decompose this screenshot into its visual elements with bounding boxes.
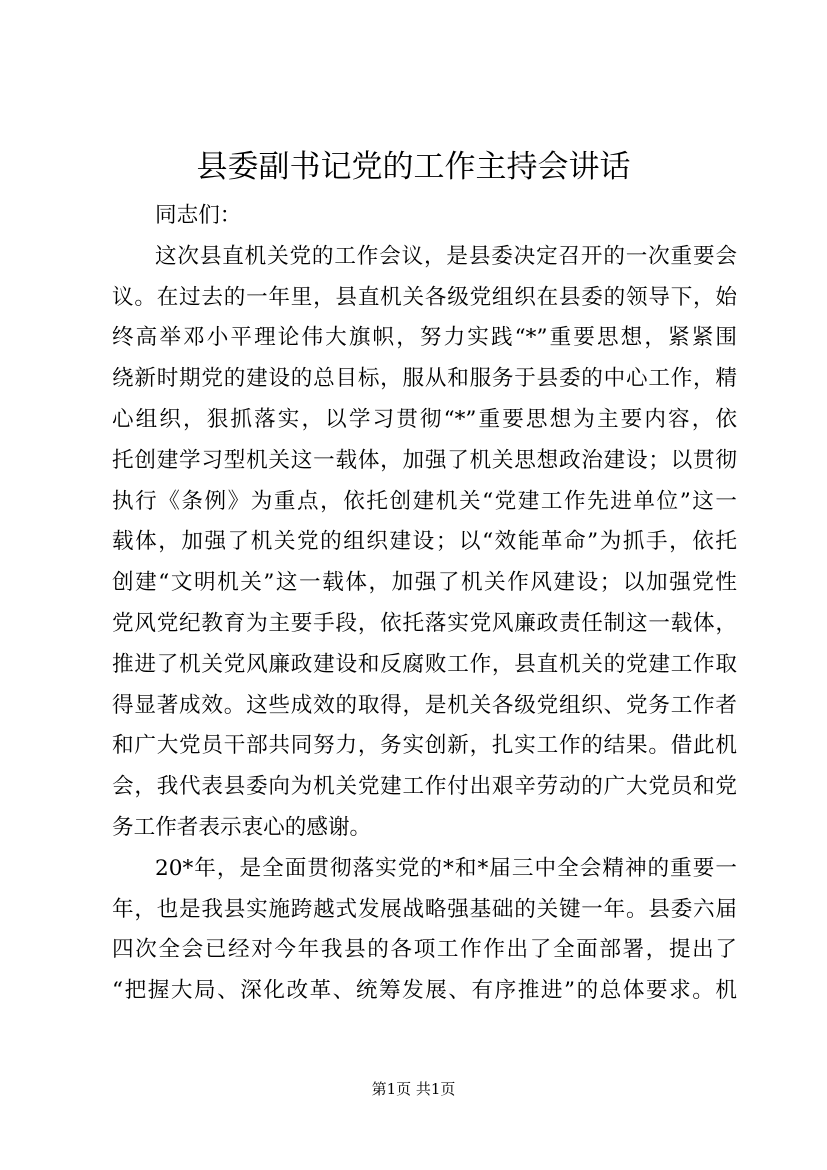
paragraph-line: 执行《条例》为重点，依托创建机关“党建工作先进单位”这一 <box>112 488 737 514</box>
paragraph-line: 得显著成效。这些成效的取得，是机关各级党组织、党务工作者 <box>112 692 737 718</box>
paragraph-line: 党风党纪教育为主要手段，依托落实党风廉政责任制这一载体， <box>112 610 737 636</box>
paragraph-line: 20*年，是全面贯彻落实党的*和*届三中全会精神的重要一 <box>155 855 737 881</box>
paragraph-line: “把握大局、深化改革、统筹发展、有序推进”的总体要求。机 <box>112 978 737 1004</box>
paragraph-line: 议。在过去的一年里，县直机关各级党组织在县委的领导下，始 <box>112 284 737 310</box>
page-footer: 第1页 共1页 <box>371 1080 456 1098</box>
paragraph-line: 绕新时期党的建设的总目标，服从和服务于县委的中心工作，精 <box>112 366 737 392</box>
paragraph-line: 托创建学习型机关这一载体，加强了机关思想政治建设；以贯彻 <box>112 447 737 473</box>
paragraph-line: 载体，加强了机关党的组织建设；以“效能革命”为抓手，依托 <box>112 529 737 555</box>
paragraph-line: 会，我代表县委向为机关党建工作付出艰辛劳动的广大党员和党 <box>112 774 737 800</box>
paragraph-line: 心组织，狠抓落实，以学习贯彻“*”重要思想为主要内容，依 <box>112 406 737 432</box>
paragraph-line: 务工作者表示衷心的感谢。 <box>112 814 372 840</box>
paragraph-line: 推进了机关党风廉政建设和反腐败工作，县直机关的党建工作取 <box>112 651 737 677</box>
paragraph-line: 和广大党员干部共同努力，务实创新，扎实工作的结果。借此机 <box>112 733 737 759</box>
paragraph-line: 终高举邓小平理论伟大旗帜，努力实践“*”重要思想，紧紧围 <box>112 325 737 351</box>
paragraph-line: 这次县直机关党的工作会议，是县委决定召开的一次重要会 <box>155 243 737 269</box>
paragraph-line: 四次全会已经对今年我县的各项工作作出了全面部署，提出了 <box>112 937 737 963</box>
paragraph-line: 创建“文明机关”这一载体，加强了机关作风建设；以加强党性 <box>112 570 737 596</box>
document-title: 县委副书记党的工作主持会讲话 <box>196 149 631 185</box>
document-body <box>112 196 737 1012</box>
paragraph-line: 年，也是我县实施跨越式发展战略强基础的关键一年。县委六届 <box>112 896 737 922</box>
salutation-line: 同志们： <box>155 203 242 228</box>
